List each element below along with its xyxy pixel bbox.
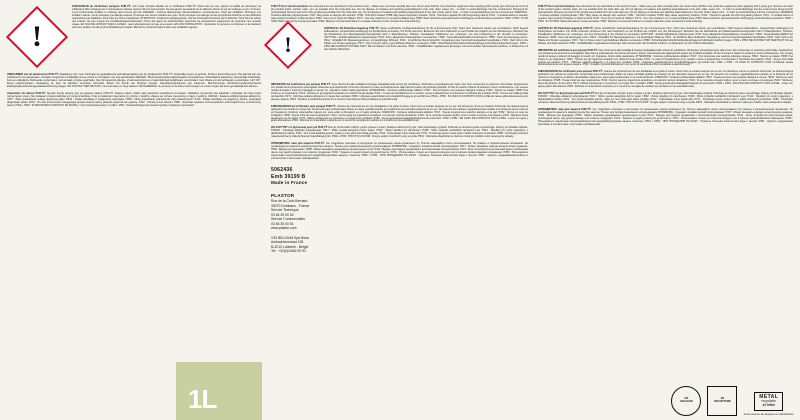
cs-section	[271, 127, 528, 139]
de-title: HÄRTER für 2K-Parkettversiegelung PUR-T®.	[324, 26, 380, 30]
website-link[interactable]: www.plastor.com	[271, 226, 297, 231]
fr-section	[7, 6, 261, 70]
ru-title-right: ОТВЕРДИТЕЛЬ лака для паркета PUR-T®.	[538, 108, 592, 112]
pl-body	[7, 93, 261, 108]
batch-code: 5062436	[271, 167, 293, 174]
cs-body	[271, 127, 528, 139]
belgium-name: V33 BELGIUM Sprl Bvba	[271, 235, 309, 240]
store-dropoff-icon: EN MAGASIN	[671, 386, 701, 416]
fr-text: Voir mode d'emploi détaillé sur le vitrificateur PUR-T®. Dans tous les cas, ajouter la totalité du durcisseur au vitrificateur. Bien mélanger les 2 composants et laisser reposer 10 min avant emploi. Ne pas ajouter de solvants ou de diluants. Durée de vie du mélange en pot : 2 heures. Il est recommandé d'utiliser le mélange dans l'heure qui suit. DANGER : Contient diisocyanate d'hexaméthylène, homopolymère. Nocif par inhalation. Provoque une irritation cutanée. Peut provoquer une allergie cutanée. Provoque une sévère irritation des yeux. Peut provoquer une allergie ou des symptômes d'asthme ou des difficultés respiratoires par inhalation. Peut irriter les voies respiratoires. ATTENTION : Contient du polyisocyanate. Voir les informations fournies par le fabricant. Tenir hors de portée des enfants. Ne pas respirer les brouillards/vapeurs/aérosols. Porter des gants de protection/des vêtements de protection/un équipement de protection des yeux/du visage. EN CAS DE CONTACT AVEC LA PEAU : laver abondamment à l'eau et au savon. EN CAS D'INHALATION : transporter la personne à l'extérieur et la maintenir dans une position où elle peut confortablement respiler. Éliminer le contenu/récipient dans une installation agréée.	[72, 5, 261, 29]
company-address-1: Rue de la Croix Bernard	[271, 199, 308, 204]
de-text-right: Siehe ausführliche Gebrauchsanleitung für die A-Komponente Harz. Nach dem Gebrauch wieder gut verschließen. Nicht liegend aufbewahren. Ungeschützte Auftragung mit Spritzpistole vermeiden. Für Profis reserviert. Entfernen Sie nach Gebrauch so viel Produkt wie möglich von den Werkzeugen. Befreiten Sie die Rückstände und Waschwasser/Lösungsmittel nicht in Waschbecken, Toiletten, Kanalisation, Mülltonnen etc. entsorgen, um eine Freisetzung in die Umwelt zu vermeiden. ACHTUNG : Enthält aliphatische polyisocyanat. H317: Kann allergische Hautreaktionen verursachen. H332 : Gesundheitsschädlich bei Einatmen. H335 : Kann die Atemwege reizen. H412 : Schädlich für Wasserorganismen, mit langfristiger Wirkung. P101 : Ist ärztlicher Rat erforderlich, Verpackung oder Kennzeichnungsetikett bereithalten. P102 : Darf nicht in die Hände von Kindern gelangen. P271 : Nur im Freien oder in gut belüfteten Räumen verwenden. P280 : Schutzhandschuhe/Schutzkleidung/Augenschutz/Gesichtsschutz tragen. P302 + P352: BEI KONTAKT MIT DER HAUT: Mit viel Wasser und Seife waschen. P501 : Inhalt/Behälter zugelassenen Entsorger oder kommunaler Sammelstelle zuführen, in Absprache mit den örtlichen Behörden.	[538, 26, 793, 45]
cs-body-right	[538, 93, 793, 105]
it-text-right: Fare riferimento alla modalità di impiego dettagliata sulla resina (A) vetrificante. Richiudere scrupolosamente dopo l'uso. Non conservare in posizione orizzontale. Applicazione con pistola senza protezione sconsigliata. Riservato ai professionisti. Al termine del lavoro, levare meccanicamente dagli utensili quanto più prodotto possibile. Al fine di evitare il rilascio di sostanze nocive nell'ambiente, non versare residui di acqua o solventi di lavaggio in lavelli, wc, fognature, bidoni della spazzatura. ATTENZIONE : Contiene poliisocianato alifatico. H317 : Può provocare una reazione allergica cutanea. H332 : Nocivo se inalato. H335: Può irritare le vie respiratorie. H412 : Nocivo per gli organismi acquatici con effetti di lunga durata. P101 : In caso di consultazione di un medico, tenere a disposizione il contenitore o l'etichetta del prodotto. P102 : Tenere fuori dalla portata dei bambini. P271 : Utilizzare soltanto all'aperto o in luogo ben ventilato. P280 : Indossare guanti/indumenti protettivi/Proteggere gli occhi/il viso. P302 + P352 : IN CASO DI CONTATTO CON LA PELLE: lavare abbondantemente con acqua e sapone. P501 : Smaltire il prodotto/recipiente in un centro di raccolta dei rifiuti (contattare le autorità locali).	[538, 48, 793, 67]
company-address-2: 39270 Dombans - France	[271, 203, 310, 208]
service-commercial-phone: 03 84 35 00 51	[271, 221, 294, 226]
magasin-collection-logo	[671, 386, 701, 416]
dechetterie-logo	[707, 386, 737, 416]
es-title-right: ENDURECEDOR del vitrificador para parquet PUR-T®.	[538, 70, 603, 74]
cs-text-right: Duo ZL /omtinuzátc cchlyizt; gotinu yzkuas o prujsn, Kladinis vokid avzt lyi pytu, Váš intelektuálne výrobok. Pulizzate po ukončení práce nepoužívajte. Pokyny pro likvidaci odpadu. POZOR : Obsahuje alifatický polyisokyanát. H317 : Může vyvolat alergickou kožní reakci. H332 : Zdraví škodlivý při vdechování. H335 : Může způsobit podráždění dýchacích cest. H412 : Škodlivý pro vodní organismy, s dlouhodobými účinky. P101 : Je-li nutná lékařská pomoc, mějte po ruce obal nebo štítek výrobku. P102 : Uchovávejte mimo dosah dětí. P271 : Používejte pouze venku nebo v dobře větraných prostorách. P280 : Používejte ochranné rukavice/ochranný oděv/ochranné brýle/obličejový štít. P302 + P352 : PŘI STYKU S KŮŽÍ : Omyjte velkým množstvím vody a mýdla. P501 : Odstraňte obsah/obal ve sběrném místě pro zvláštní nebo nebezpečné odpady.	[538, 92, 793, 105]
company-name: PLASTOR	[271, 193, 295, 199]
waste-centre-icon: EN DÉCHETTERIE	[707, 386, 737, 416]
es-section	[271, 106, 528, 124]
es-body	[271, 106, 528, 124]
made-in: Made in France	[271, 180, 308, 186]
es-text-right: Véanse las instrucciones de uso detalladas en la parte A resina. Cierre bien el envase después de su uso. No almacene nunca en posición horizontal. Se desaconseja la aplicación con pistola sin protección. Reservado para profesionales. Retire la mayor cantidad posible de producto de los utensilios después de su uso. No deseche los residuos, agua/disolventes usados en la limpieza de los mismos en fregaderos, inodoros, alcantarillas, basura etc. para evitar su liberación en el medio ambiente. ATENCIÓN : Contiene poliisocianato alifático. H317 : Puede provocar una reacción alérgica en la piel. H332 : Nocivo en caso de inhalación. H335 : Puede irritar las vías respiratorias. H412 : Nocivo para los organismos acuáticos, con efectos nocivos duraderos. P101 : Si se necesita consejo médico, tener a mano el envase o la etiqueta. P102 : Mantener fuera del alcance de los niños. P271: Utilizar únicamente en exteriores o en lugar bien ventilado. P280 : Llevar guantes/prendas/gafas/máscara de protección. P302 + P352 : EN CASO DE CONTACTO CON LA PIEL : Lavar con agua y jabón abundantes. P501 : Eliminar el contenido/el recipiente en un centro de recogida de residuos (en contacto con la autoridad local).	[538, 70, 793, 89]
pl-title: Utwardzacz do lakieru PUR-T®.	[7, 91, 46, 95]
de-section-right	[538, 28, 793, 46]
nl-text: Raadpleeg voor meer informatie de gedetailleerde gebruiksaanwijzing van het parketvernis PUR-T®. Zorgvuldig roeren op gebruik. Product wordt stoleerveer. Het gebruik van een verfpistool is niet aangeraden. Verwijder na gebruik onmiddellijk met een zacht en vervolgens met een oplosmiddel. GEVAAR : Bevat hexamethyleendiisocyanaat, homopolymeer. Schadelijk bij inademing. Veroorzaakt huidirritatie. Kan een allergische huidreactie veroorzaken. Veroorzaakt ernstige oogirritatie. Kan bij inademing allergie- of astmasymptomen of ademhalingsmoeilijkheden veroorzaken. Kan irritatie van de luchtwegen veroorzaken. LET OP : Bevat polyisocyanaten. Raadpleeg de door de fabrikant verstrekte informatie. Buiten het bereik van kinderen houden. Nevel/damp/spuitnevel niet inademen. Beschermende handschoenen/beschermende kleding/oogbescherming/gelaatsbescherming dragen. BIJ CONTACT MET DE HUID : met veel water en zeep wassen. NA INADEMING : de persoon in de frisse lucht brengen en ervoor zorgen dat deze gemakkelijk kan ademen.	[7, 73, 261, 88]
company-block	[271, 193, 528, 253]
it-section	[271, 84, 528, 102]
belgium-address-2: B-3210 Lubbeek - België	[271, 244, 309, 249]
service-technique-phone: 03 84 35 00 50	[271, 212, 294, 217]
belgium-address-1: Ambachtenstraat 11B	[271, 240, 304, 245]
ru-text: См. подробное описание в инструкции по применению смолы (компонент А). Плотно закрывайте после использования. Не хранить в горизонтальном положении. Не рекомендуется наносить краскопультом без защиты. Только для профессионального использования. ВНИМАНИЕ : Содержит алифатический полиизоцианат. H317 : Может вызывать кожную аллергическую реакцию. H332 : Вреден при вдыхании. H335 : Может вызывать раздражение дыхательных путей. H412 : Вреден для водных организмов с долгосрочными последствиями. P101 : Если потребуется консультация врача, необходимо иметь под рукой упаковку или этикетку продукции. P102 : Хранить в недоступном для детей месте. P271 : Использовать только на открытом воздухе или в хорошо проветриваемом помещении. P280 : Пользоваться защитными перчатками/защитной одеждой/средствами защиты глаз/лица. P302 + P352 : ПРИ ПОПАДАНИИ НА КОЖУ : Промыть большим количеством воды с мылом. P501 : Удалить содержимое/контейнер в соответствии с местными требованиями.	[271, 142, 528, 161]
metal-label: METAL	[759, 393, 779, 400]
de-title-right: HÄRTER für 2K-Parkettversiegelung PUR-T®.	[538, 26, 594, 30]
de-body-right	[538, 28, 793, 46]
ru-section-right	[538, 109, 793, 127]
ru-title: ОТВЕРДИТЕЛЬ лака для паркета PUR-T®.	[271, 142, 325, 146]
nl-section	[7, 74, 261, 89]
it-body-right	[538, 50, 793, 68]
batch-block	[271, 167, 528, 185]
es-text: Véanse las instrucciones de uso detalladas en la parte A resina. Cierre bien el envase después de su uso. No almacene nunca en posición horizontal. Se desaconseja la aplicación con pistola sin protección. Reservado para profesionales. Retire la mayor cantidad posible de producto de los utensilios después de su uso. No deseche los residuos, agua/disolventes usados en la limpieza de los mismos en fregaderos, inodoros, alcantarillas, basura etc. para evitar su liberación en el medio ambiente. ATENCIÓN : Contiene poliisocianato alifático. H317 : Puede provocar una reacción alérgica en la piel. H332 : Nocivo en caso de inhalación. H335 : Puede irritar las vías respiratorias. H412 : Nocivo para los organismos acuáticos, con efectos nocivos duraderos. P101 : Si se necesita consejo médico, tener a mano el envase o la etiqueta. P102 : Mantener fuera del alcance de los niños. P271: Utilizar únicamente en exteriores o en lugar bien ventilado. P280 : Llevar guantes/prendas/gafas/máscara de protección. P302 + P352 : EN CASO DE CONTACTO CON LA PIEL : Lavar con agua y jabón abundantes. P501 : Eliminar el contenido/el recipiente en un centro de recogida de residuos (en contacto con la autoridad local).	[271, 104, 528, 123]
cs-title-right: ZKLYHPYTNÝ roz (kyrwzoué) epox pul PUR-T®	[538, 92, 595, 96]
en-body	[271, 6, 528, 24]
es-section-right	[538, 71, 793, 89]
fr-title: DURCISSEUR du vitrificateur parquets PUR-T®.	[72, 5, 132, 8]
en-body-right	[538, 6, 793, 24]
en-text-right: See directions for use described on the section A resin. - Make sure you close carefully after use. Never store half flat. Use protective equipment when applying with a spray gun. Remove as much of the product (paint, varnish, stain, etc.) as possible from the tools after use. Do not dispose of residues and washing water/solvents in the sink, toilet, sewer, bin... in order to avoid discharge into the environment. Reserved for professionals. Remove as much of the product as possible from the tools after use. Do not dispose of residues and washing water/solvents in the sink, bowls, lawns, bins... in order to avoid discharge into the environment. WARNING : Contains aliphatic polyisocyanate. H317: May cause an allergic skin reaction. H332 : Harmful if inhaled. H335: May cause respiratory irritation. H412 : Harmful to aquatic life with long lasting effects. P101 : If medical advice is needed, have product container or label at hand. P102 : Keep out of reach of children. P271 : Use only outdoors or in a well-ventilated area. P280: Wear protective gloves/protective clothing/eye protection/face protection. P302 + P352 : IF ON SKIN: Wash with plenty of soap and water. P501: Dispose of contents/container to a waste collection center (contact the local authority).	[538, 5, 793, 23]
it-section-right	[538, 50, 793, 68]
footer-logo-row	[536, 386, 794, 416]
de-text: Siehe ausführliche Gebrauchsanleitung für die A-Komponente Harz. Nach dem Gebrauch wieder gut verschließen. Nicht liegend aufbewahren. Ungeschützte Auftragung mit Spritzpistole vermeiden. Für Profis reserviert. Entfernen Sie nach Gebrauch so viel Produkt wie möglich von den Werkzeugen. Befreiten Sie die Rückstände und Waschwasser/Lösungsmittel nicht in Waschbecken, Toiletten, Kanalisation, Mülltonnen etc. entsorgen, um eine Freisetzung in die Umwelt zu vermeiden. ACHTUNG : Enthält aliphatische polyisocyanat. H317: Kann allergische Hautreaktionen verursachen. H332 : Gesundheitsschädlich bei Einatmen. H335 : Kann die Atemwege reizen. H412 : Schädlich für Wasserorganismen, mit langfristiger Wirkung. P101 : Ist ärztlicher Rat erforderlich, Verpackung oder Kennzeichnungsetikett bereithalten. P102 : Darf nicht in die Hände von Kindern gelangen. P271 : Nur im Freien oder in gut belüfteten Räumen verwenden. P280 : Schutzhandschuhe/Schutzkleidung/Augenschutz/Gesichtsschutz tragen. P302 + P352: BEI KONTAKT MIT DER HAUT: Mit viel Wasser und Seife waschen. P501 : Inhalt/Behälter zugelassenen Entsorger oder kommunaler Sammelstelle zuführen, in Absprache mit den örtlichen Behörden.	[324, 26, 528, 51]
cs-section-right	[538, 93, 793, 105]
volume-badge: 1L	[188, 384, 217, 414]
en-section-right	[538, 6, 793, 24]
ghs-exclamation-pictogram-small: !	[271, 28, 319, 78]
pl-text: Sposób użycia opisany jest na etykiecie lakieru PUR-T®. Zawsze należy dodać całą zawartość utwardzacza do lakieru. Dokładnie wymieszać oba składniki i odczekać 10 minut przed rozpoczęciem pracy. Nie dodawać rozpuszczalników ani rozcieńczalników. Czas przydatności mieszaniny do użycia: 2 godziny. Zaleca się zużycie mieszaniny w ciągu 1 godziny. UWAGA : Zawiera polidiizocyjanian alifatyczny. H317 : Może powodować reakcję alergiczną skóry. H332 : Działa szkodliwie w następstwie wdychania. H335 : Może powodować podrażnienie dróg oddechowych. H412 : Działa szkodliwie na organizmy wodne, powodując długotrwałe skutki. P101 : W razie konieczności zasięgnięcia porady lekarza należy pokazać pojemnik lub etykietę. P102 : Chronić przed dziećmi. P280 : Stosować rękawice ochronne/odzież ochronną/ochronę oczu/ochronę twarzy. P302 + P352 : W PRZYPADKU KONTAKTU ZE SKÓRĄ : Umyć dużą ilością wody z mydłem. P501 : Zawartość/pojemnik usuwać zgodnie z krajowymi przepisami.	[7, 91, 261, 107]
nl-title: VERHARDER van de parketvernis PUR-T®.	[7, 73, 59, 76]
it-text: Fare riferimento alla modalità di impiego dettagliata sulla resina (A) vetrificante. Richiudere scrupolosamente dopo l'uso. Non conservare in posizione orizzontale. Applicazione con pistola senza protezione sconsigliata. Riservato ai professionisti. Al termine del lavoro, levare meccanicamente dagli utensili quanto più prodotto possibile. Al fine di evitare il rilascio di sostanze nocive nell'ambiente, non versare residui di acqua o solventi di lavaggio in lavelli, wc, fognature, bidoni della spazzatura. ATTENZIONE : Contiene poliisocianato alifatico. H317 : Può provocare una reazione allergica cutanea. H332 : Nocivo se inalato. H335: Può irritare le vie respiratorie. H412 : Nocivo per gli organismi acquatici con effetti di lunga durata. P101 : In caso di consultazione di un medico, tenere a disposizione il contenitore o l'etichetta del prodotto. P102 : Tenere fuori dalla portata dei bambini. P271 : Utilizzare soltanto all'aperto o in luogo ben ventilato. P280 : Indossare guanti/indumenti protettivi/Proteggere gli occhi/il viso. P302 + P352 : IN CASO DI CONTATTO CON LA PELLE: lavare abbondantemente con acqua e sapone. P501 : Smaltire il prodotto/recipiente in un centro di raccolta dei rifiuti (contattare le autorità locali).	[271, 82, 529, 101]
recycle-note: Sous réserve de déposer en déchetterie.	[743, 411, 794, 416]
cs-title: ZKLYHPYTNÝ roz (kyrwzoué) epox pul PUR-T®	[271, 126, 328, 130]
right-column	[533, 0, 800, 420]
metal-recycling-logo	[743, 392, 794, 416]
service-commercial-label: Service Commerciales	[271, 217, 305, 222]
ru-section	[271, 143, 528, 161]
it-title: INDURENTE del vetrificatore per parquet PUR-T®.	[271, 82, 332, 86]
ru-body	[271, 143, 528, 161]
ghs-exclamation-pictogram: !	[7, 6, 67, 68]
it-title-right: INDURENTE del vetrificatore per parquet PUR-T®.	[538, 48, 598, 52]
ru-text-right: См. подробное описание в инструкции по применению смолы (компонент А). Плотно закрывайте после использования. Не хранить в горизонтальном положении. Не рекомендуется наносить краскопультом без защиты. Только для профессионального использования. ВНИМАНИЕ : Содержит алифатический полиизоцианат. H317 : Может вызывать кожную аллергическую реакцию. H332 : Вреден при вдыхании. H335 : Может вызывать раздражение дыхательных путей. H412 : Вреден для водных организмов с долгосрочными последствиями. P101 : Если потребуется консультация врача, необходимо иметь под рукой упаковку или этикетку продукции. P102 : Хранить в недоступном для детей месте. P271 : Использовать только на открытом воздухе или в хорошо проветриваемом помещении. P280 : Пользоваться защитными перчатками/защитной одеждой/средствами защиты глаз/лица. P302 + P352 : ПРИ ПОПАДАНИИ НА КОЖУ : Промыть большим количеством воды с мылом. P501 : Удалить содержимое/контейнер в соответствии с местными требованиями.	[538, 108, 793, 126]
service-technique-label: Service Technique	[271, 208, 299, 213]
en-section	[271, 6, 528, 24]
belgium-phone: Tel : +32(0)16/62.92.92	[271, 249, 306, 254]
ru-body-right	[538, 109, 793, 127]
metal-sub-2: à l'infini	[762, 402, 775, 407]
de-section	[271, 28, 528, 80]
it-body	[271, 84, 528, 102]
left-column	[0, 0, 266, 420]
metal-sub-1: recyclable	[761, 399, 776, 404]
pl-section	[7, 93, 261, 108]
es-body-right	[538, 71, 793, 89]
cs-text: Duo ZL /omtinuzátc cchlyizt; gotinu yzkuas o prujsn, Kladinis vokid avzt lyi pytu, Váš intelektuálne výrobok. Pulizzate po ukončení práce nepoužívajte. Pokyny pro likvidaci odpadu. POZOR : Obsahuje alifatický polyisokyanát. H317 : Může vyvolat alergickou kožní reakci. H332 : Zdraví škodlivý při vdechování. H335 : Může způsobit podráždění dýchacích cest. H412 : Škodlivý pro vodní organismy, s dlouhodobými účinky. P101 : Je-li nutná lékařská pomoc, mějte po ruce obal nebo štítek výrobku. P102 : Uchovávejte mimo dosah dětí. P271 : Používejte pouze venku nebo v dobře větraných prostorách. P280 : Používejte ochranné rukavice/ochranný oděv/ochranné brýle/obličejový štít. P302 + P352 : PŘI STYKU S KŮŽÍ : Omyjte velkým množstvím vody a mýdla. P501 : Odstraňte obsah/obal ve sběrném místě pro zvláštní nebo nebezpečné odpady.	[271, 126, 528, 139]
en-text: See directions for use described on the section A resin. - Make sure you close carefully after use. Never store half flat. Use protective equipment when applying with a spray gun. Remove as much of the product (paint, varnish, stain, etc.) as possible from the tools after use. Do not dispose of residues and washing water/solvents in the sink, toilet, sewer, bin... in order to avoid discharge into the environment. Reserved for professionals. Remove as much of the product as possible from the tools after use. Do not dispose of residues and washing water/solvents in the sink, bowls, lawns, bins... in order to avoid discharge into the environment. WARNING : Contains aliphatic polyisocyanate. H317: May cause an allergic skin reaction. H332 : Harmful if inhaled. H335: May cause respiratory irritation. H412 : Harmful to aquatic life with long lasting effects. P101 : If medical advice is needed, have product container or label at hand. P102 : Keep out of reach of children. P271 : Use only outdoors or in a well-ventilated area. P280: Wear protective gloves/protective clothing/eye protection/face protection. P302 + P352 : IF ON SKIN: Wash with plenty of soap and water. P501: Dispose of contents/container to a waste collection center (contact the local authority).	[271, 5, 528, 23]
en-title: PUR-T® floor varnish hardener.	[271, 5, 309, 8]
emb-code: Emb 39199 B	[271, 173, 306, 180]
es-title: ENDURECEDOR del vitrificador para parquet PUR-T®.	[271, 104, 337, 108]
nl-body	[7, 74, 261, 89]
en-title-right: PUR-T® floor varnish hardener.	[538, 5, 576, 8]
middle-column	[266, 0, 533, 420]
